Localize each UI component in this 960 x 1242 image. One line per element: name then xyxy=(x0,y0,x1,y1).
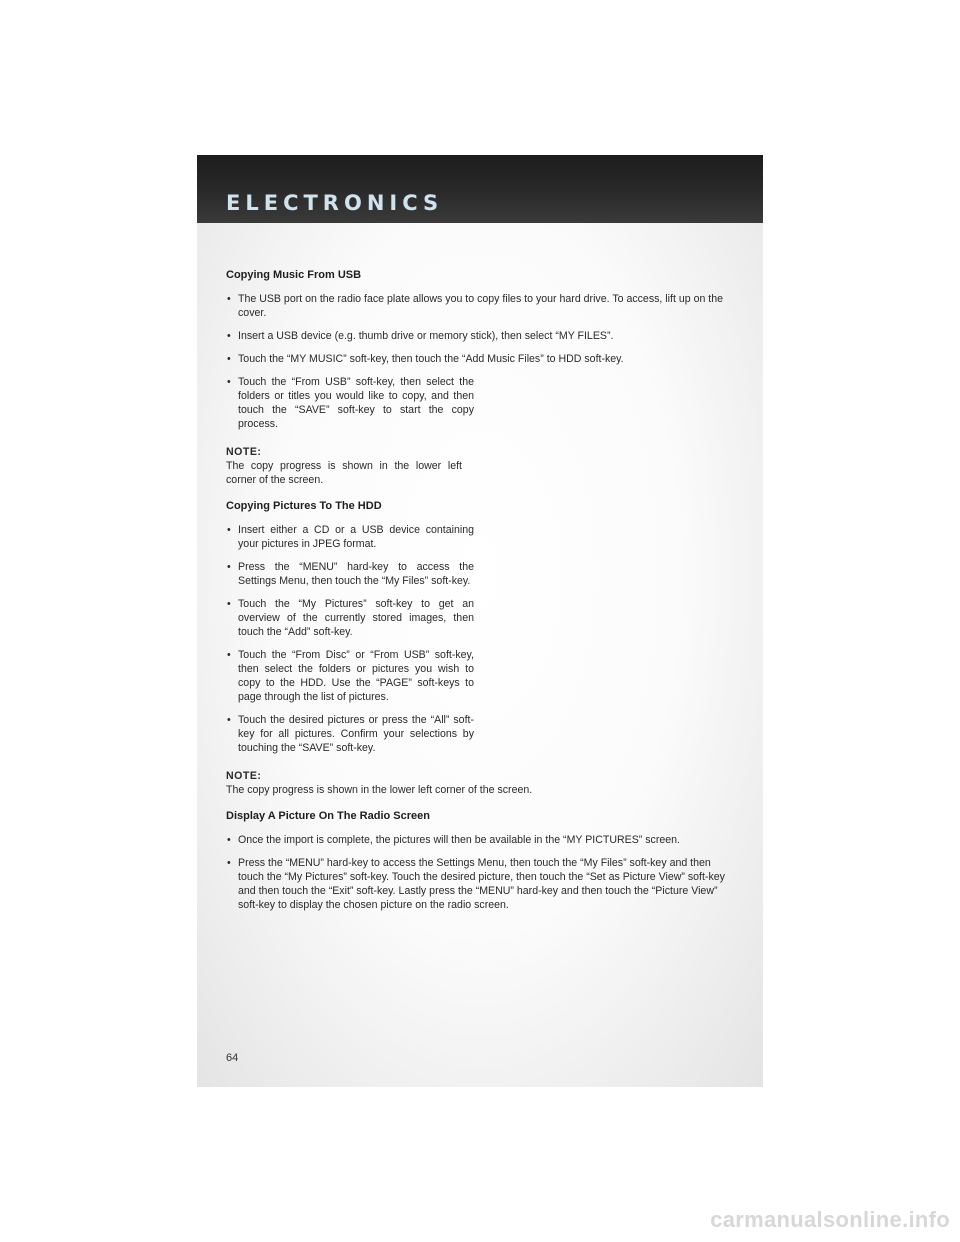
list-item: • Press the “MENU” hard-key to access the Settings Menu, then touch the “My Files” soft-key. xyxy=(226,560,474,588)
heading-display-picture: Display A Picture On The Radio Screen xyxy=(226,810,430,822)
list-item: • Touch the “From USB” soft-key, then select the folders or titles you would like to copy, and then touch the “SAVE” soft-key to start the copy process. xyxy=(226,375,474,431)
note-text: The copy progress is shown in the lower left corner of the screen. xyxy=(226,784,533,796)
page-number: 64 xyxy=(226,1052,239,1064)
heading-copying-music-usb: Copying Music From USB xyxy=(226,269,362,281)
list-item: • The USB port on the radio face plate allows you to copy files to your hard drive. To access, lift up on the cover. xyxy=(226,292,736,320)
list-item: • Once the import is complete, the pictures will then be available in the “MY PICTURES” screen. xyxy=(226,833,736,847)
heading-copying-pictures-hdd: Copying Pictures To The HDD xyxy=(226,500,382,512)
list-item: • Insert either a CD or a USB device containing your pictures in JPEG format. xyxy=(226,523,474,551)
display-steps-list xyxy=(226,833,736,912)
list-item: • Press the “MENU” hard-key to access the Settings Menu, then touch the “My Files” soft-key and then touch the “My Pictures” soft-key. Touch the desired picture, then touch the “Set as Picture View” soft-key and then touch the “Exit” soft-key. Lastly press the “MENU” hard-key and then touch the “Picture View” soft-key to display the chosen picture on the radio screen. xyxy=(226,856,736,912)
header-bar xyxy=(197,155,763,223)
page-content xyxy=(226,268,736,921)
watermark-logo: carmanualsonline.info xyxy=(710,1207,950,1232)
note-label: NOTE: xyxy=(226,446,262,458)
note-label: NOTE: xyxy=(226,770,262,782)
section-title: ELECTRONICS xyxy=(226,191,444,215)
manual-page xyxy=(197,155,763,1087)
list-item: • Touch the “From Disc” or “From USB” soft-key, then select the folders or pictures you wish to copy to the HDD. Use the “PAGE” soft-keys to page through the list of pictures. xyxy=(226,648,474,704)
list-item: • Touch the “MY MUSIC” soft-key, then touch the “Add Music Files” to HDD soft-key. xyxy=(226,352,736,366)
hdd-steps-list xyxy=(226,523,736,755)
list-item: • Touch the “My Pictures” soft-key to get an overview of the currently stored images, then touch the “Add” soft-key. xyxy=(226,597,474,639)
list-item: • Insert a USB device (e.g. thumb drive or memory stick), then select “MY FILES”. xyxy=(226,329,736,343)
list-item: • Touch the desired pictures or press the “All” soft-key for all pictures. Confirm your selections by touching the “SAVE” soft-key. xyxy=(226,713,474,755)
usb-steps-list xyxy=(226,292,736,431)
note-text: The copy progress is shown in the lower left corner of the screen. xyxy=(226,460,462,486)
